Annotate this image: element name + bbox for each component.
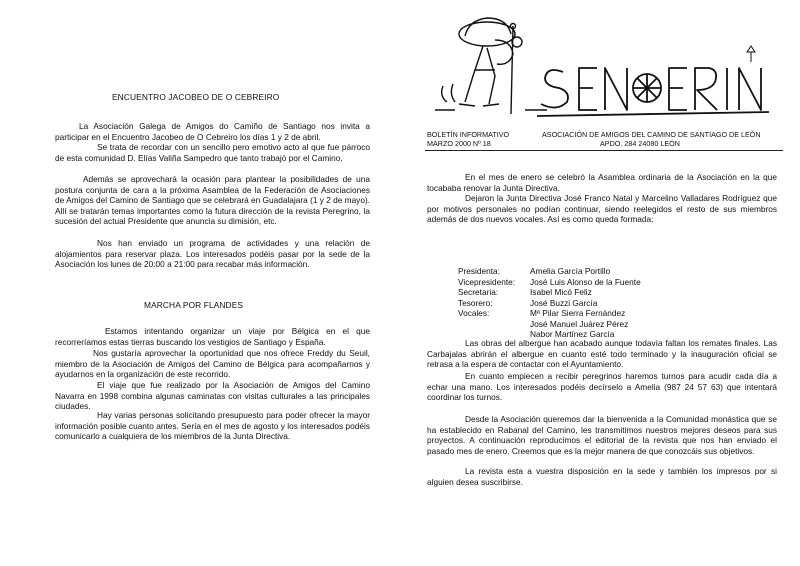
- board-member-name: José Manuel Juárez Pérez: [530, 318, 629, 329]
- paragraph-rabanal-community: Desde la Asociación queremos dar la bienvenida a la Comunidad monástica que se ha establecido en Rabanal del Camino, les transmitimos nuestros mejores deseos para sus proyectos. A continuación reproducimos el editorial de la revista que nos han enviado el pasado mes de enero. Creemos que es la mejor manera de que conozcáis sus objetivos.: [427, 414, 777, 456]
- postal-address: APDO. 284 24080 LEÓN: [600, 139, 680, 148]
- board-row: [458, 277, 641, 288]
- paragraph-magazine: La revista esta a vuestra disposición en la sede y también los impresos por si alguien desea suscribirse.: [427, 466, 777, 487]
- paragraph-assembly: Además se aprovechará la ocasión para plantear la posibilidades de una postura conjunta de cara a la próxima Asamblea de la Federación de Asociaciones de Amigos del Camino de Santiago que se celebrará en Guadalajara (1 y 2 de mayo). Allí se tratarán temas importantes como la futura dirección de la revista Peregrino, la sucesión del actual Presidente que anuncia su dimisión, etc.: [55, 174, 371, 227]
- board-row: [458, 308, 641, 319]
- board-row: [458, 287, 641, 298]
- board-role: [458, 319, 530, 330]
- board-member-name: Amelia García Portillo: [530, 266, 611, 276]
- board-member-name: Isabel Micó Feliz: [530, 287, 592, 297]
- paragraph-board-changes: Dejaron la Junta Directiva José Franco Natal y Marcelino Valladares Rodríguez que por motivos personales no podían continuar, siendo reelegidos el resto de sus miembros además de dos nuevos vocales. Así es como queda formada:: [427, 193, 777, 225]
- paragraph-belgium-trip: Estamos intentando organizar un viaje por Bélgica en el que recorreríamos estas tierras buscando los vestigios de Santiago y España.: [55, 326, 370, 347]
- board-role: Presidenta:: [458, 266, 500, 276]
- senderin-logo: [425, 6, 785, 124]
- bulletin-label: BOLETÍN INFORMATIVO: [427, 130, 510, 139]
- paragraph-shifts: En cuanto empiecen a recibir peregrinos haremos turnos para acudir cada día a echar una mano. Los interesados podéis decírselo a Amelia (987 24 57 63) que intentará coordinar los turnos.: [427, 371, 777, 403]
- board-role: Secretaria:: [458, 287, 499, 297]
- paragraph-freddy: Nos gustaría aprovechar la oportunidad que nos ofrece Freddy du Seuil, miembro de la Asociación de Amigos del Camino de Bélgica para acompañarnos y ayudarnos en la organización de este recorrido.: [55, 348, 370, 380]
- board-member-name: Nabor Martínez García: [530, 329, 615, 339]
- paragraph-invitation: La Asociación Galega de Amigos do Camiño de Santiago nos invita a participar en el Encuentro Jacobeo de O Cebreiro los días 1 y 2 de abril.: [55, 121, 370, 142]
- board-role: Vicepresidente:: [458, 276, 516, 287]
- article-title-cebreiro: ENCUENTRO JACOBEO DE O CEBREIRO: [112, 92, 280, 102]
- board-role: Tesorero:: [458, 297, 493, 308]
- board-row: [458, 298, 641, 309]
- paragraph-remembrance: Se trata de recordar con un sencillo pero emotivo acto al que fue párroco de esta comunidad D. Elías Valiña Sampedro que tanto trabajó por el Camino.: [55, 142, 370, 163]
- board-members-list: [458, 266, 641, 340]
- board-role: Vocales:: [458, 308, 490, 318]
- board-row: [458, 319, 641, 330]
- board-member-name: José Luis Alonso de la Fuente: [530, 276, 641, 287]
- paragraph-assembly-january: En el mes de enero se celebró la Asamblea ordinaria de la Asociación en la que tocababa renovar la Junta Directiva.: [427, 172, 777, 193]
- article-title-flandes: MARCHA POR FLANDES: [144, 300, 244, 310]
- issue-date-number: MARZO 2000 Nº 18: [427, 139, 491, 148]
- paragraph-albergue-works: Las obras del albergue han acabado aunque todavía faltan los remates finales. Las Carbajalas abrirán el albergue en cuanto esté todo terminado y la inauguración oficial se retrasa a la espera de contactar con el Ayuntamiento.: [427, 338, 777, 370]
- paragraph-program: Nos han enviado un programa de actividades y una relación de alojamientos para reservar plaza. Los interesados podéis pasar por la sede de la Asociación los lunes de 20:00 a 21:00 para recabar más información.: [55, 238, 370, 270]
- board-member-name: Mª Pilar Sierra Fernández: [530, 308, 626, 318]
- header-divider: [425, 150, 783, 151]
- board-member-name: José Buzzi García: [530, 297, 598, 308]
- right-page: [400, 0, 800, 566]
- paragraph-budget: Hay varias personas solicitando presupuesto para poder ofrecer la mayor información posible cuanto antes. Sería en el mes de agosto y los interesados podéis comunicarlo a cualquiera de los miembros de la Junta Directiva.: [55, 410, 370, 442]
- association-name: ASOCIACIÓN DE AMIGOS DEL CAMINO DE SANTIAGO DE LEÓN: [542, 130, 761, 139]
- board-row: [458, 266, 641, 277]
- paragraph-navarra: El viaje que fue realizado por la Asociación de Amigos del Camino Navarra en 1998 combina algunas caminatas con visitas culturales a las principales ciudades.: [55, 380, 370, 412]
